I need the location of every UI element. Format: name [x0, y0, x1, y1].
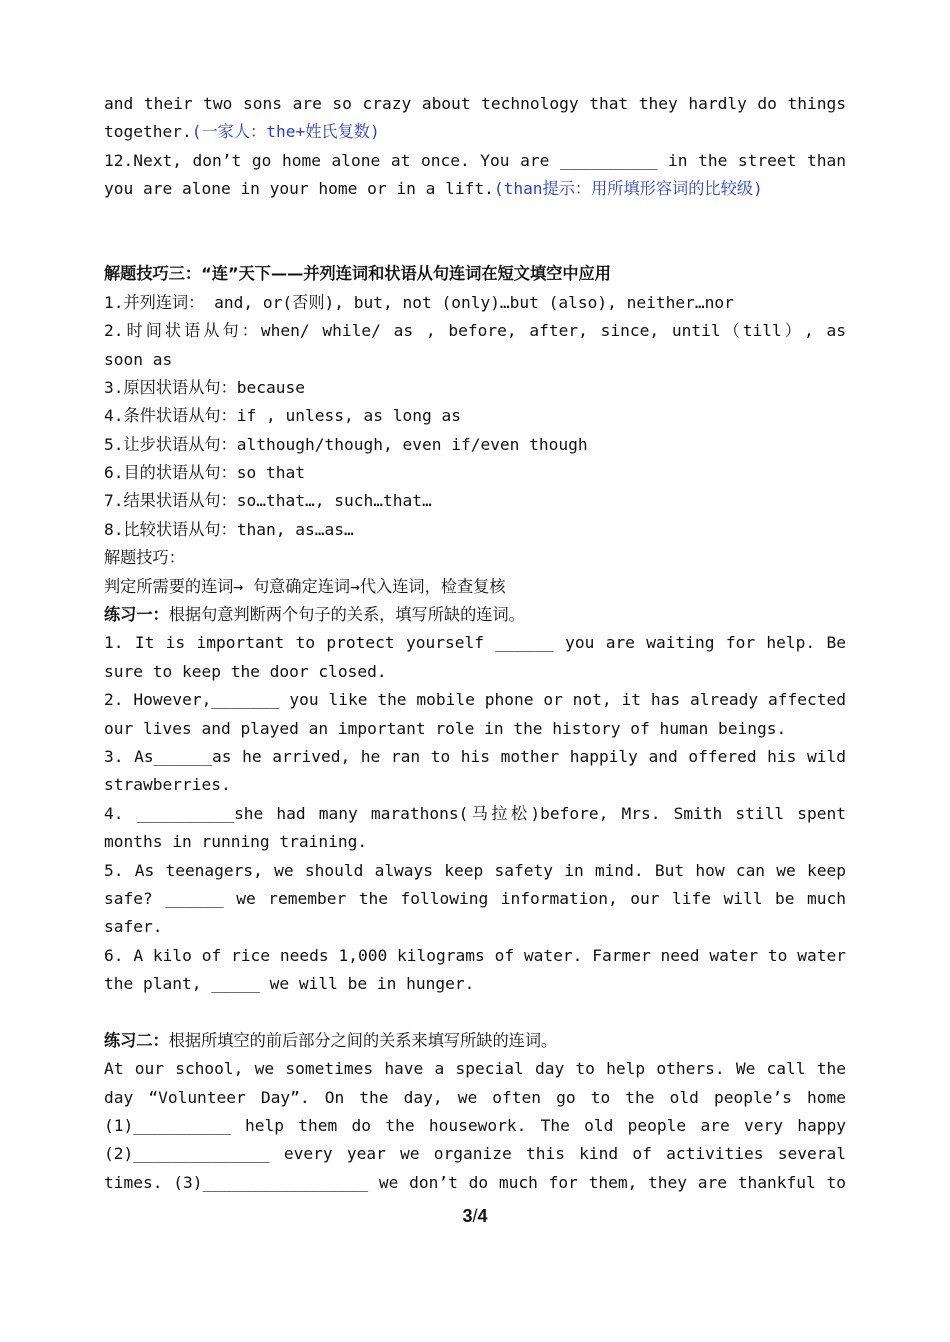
- text-line: [104, 629, 846, 657]
- text-line: [104, 147, 846, 175]
- blank-line: [104, 999, 846, 1027]
- text-line: [104, 175, 846, 203]
- line-text: 7.结果状语从句：so…that…, such…that…: [104, 491, 432, 511]
- text-line: [104, 1140, 846, 1168]
- current-page: 3: [462, 1206, 473, 1226]
- exercise-instruction: 根据所填空的前后部分之间的关系来填写所缺的连词。: [168, 1030, 558, 1050]
- line-text: our lives and played an important role in the history of human beings.: [104, 718, 787, 738]
- text-line: [104, 402, 846, 430]
- text-line: [104, 601, 846, 629]
- line-text: sure to keep the door closed.: [104, 661, 387, 681]
- line-text: you are alone in your home or in a lift.: [104, 179, 494, 199]
- page-separator: /: [472, 1206, 478, 1226]
- text-line: [104, 544, 846, 572]
- text-line: [104, 857, 846, 885]
- blank-line: [104, 232, 846, 260]
- line-text: strawberries.: [104, 775, 231, 795]
- line-text: safer.: [104, 917, 163, 937]
- text-line: [104, 1055, 846, 1083]
- text-line: [104, 459, 846, 487]
- text-line: [104, 942, 846, 970]
- text-line: [104, 1084, 846, 1112]
- document-body: [104, 90, 846, 1197]
- line-text: 5. As teenagers, we should always keep safety in mind. But how can we keep: [104, 860, 846, 880]
- text-line: [104, 715, 846, 743]
- line-text: together.: [104, 122, 192, 142]
- line-text: 6. A kilo of rice needs 1,000 kilograms of water. Farmer need water to water: [104, 945, 846, 965]
- line-text: 4.条件状语从句：if , unless, as long as: [104, 406, 461, 426]
- text-line: [104, 1027, 846, 1055]
- exercise-label: 练习二：: [104, 1030, 169, 1050]
- text-line: [104, 431, 846, 459]
- line-text: (2)______________ every year we organize this kind of activities several: [104, 1144, 846, 1164]
- total-pages: 4: [477, 1206, 488, 1226]
- text-line: [104, 800, 846, 828]
- text-line: [104, 118, 846, 146]
- blank-line: [104, 204, 846, 232]
- text-line: [104, 90, 846, 118]
- text-line: [104, 828, 846, 856]
- text-line: [104, 771, 846, 799]
- text-line: [104, 658, 846, 686]
- text-line: [104, 516, 846, 544]
- line-text: 判定所需要的连词→ 句意确定连词→代入连词，检查复核: [104, 576, 506, 596]
- line-text: 2.时间状语从句：when/ while/ as , before, after, since, until（till）, as: [104, 321, 846, 341]
- exercise-instruction: 根据句意判断两个句子的关系，填写所缺的连词。: [168, 605, 525, 625]
- line-text: soon as: [104, 349, 173, 369]
- text-line: [104, 573, 846, 601]
- page-number: [0, 1206, 950, 1227]
- text-line: [104, 260, 846, 288]
- line-text: and their two sons are so crazy about technology that they hardly do things: [104, 94, 846, 113]
- line-text: 解题技巧三：“连”天下——并列连词和状语从句连词在短文填空中应用: [104, 264, 611, 284]
- line-text: 2. However,_______ you like the mobile phone or not, it has already affected: [104, 690, 846, 710]
- line-text: times. (3)_________________ we don’t do much for them, they are thankful to: [104, 1172, 846, 1192]
- text-line: [104, 913, 846, 941]
- text-line: [104, 289, 846, 317]
- text-line: [104, 743, 846, 771]
- line-text: safe? ______ we remember the following information, our life will be much: [104, 888, 846, 908]
- line-text: 3.原因状语从句：because: [104, 377, 306, 397]
- hint-text: (than提示：用所填形容词的比较级): [493, 179, 763, 199]
- text-line: [104, 487, 846, 515]
- text-line: [104, 317, 846, 345]
- line-text: 1.并列连词： and, or(否则), but, not (only)…but (also), neither…nor: [104, 292, 734, 312]
- line-text: 4. __________she had many marathons(马拉松)before, Mrs. Smith still spent: [104, 803, 846, 823]
- line-text: 8.比较状语从句：than, as…as…: [104, 519, 354, 539]
- line-text: 1. It is important to protect yourself ______ you are waiting for help. Be: [104, 633, 846, 653]
- exercise-label: 练习一：: [104, 605, 169, 625]
- line-text: 12.Next, don’t go home alone at once. You are __________ in the street than: [104, 150, 846, 170]
- text-line: [104, 346, 846, 374]
- line-text: 5.让步状语从句：although/though, even if/even though: [104, 434, 588, 454]
- text-line: [104, 1112, 846, 1140]
- text-line: [104, 970, 846, 998]
- text-line: [104, 374, 846, 402]
- text-line: [104, 1169, 846, 1197]
- hint-text: (一家人：the+姓氏复数): [191, 122, 380, 142]
- line-text: the plant, _____ we will be in hunger.: [104, 974, 475, 994]
- line-text: At our school, we sometimes have a special day to help others. We call the: [104, 1059, 846, 1079]
- line-text: day “Volunteer Day”. On the day, we often go to the old people’s home: [104, 1087, 846, 1107]
- line-text: months in running training.: [104, 832, 368, 852]
- text-line: [104, 686, 846, 714]
- line-text: 3. As______as he arrived, he ran to his mother happily and offered his wild: [104, 746, 846, 766]
- line-text: 解题技巧：: [104, 548, 185, 568]
- line-text: (1)__________ help them do the housework. The old people are very happy: [104, 1116, 846, 1136]
- line-text: 6.目的状语从句：so that: [104, 463, 306, 483]
- text-line: [104, 885, 846, 913]
